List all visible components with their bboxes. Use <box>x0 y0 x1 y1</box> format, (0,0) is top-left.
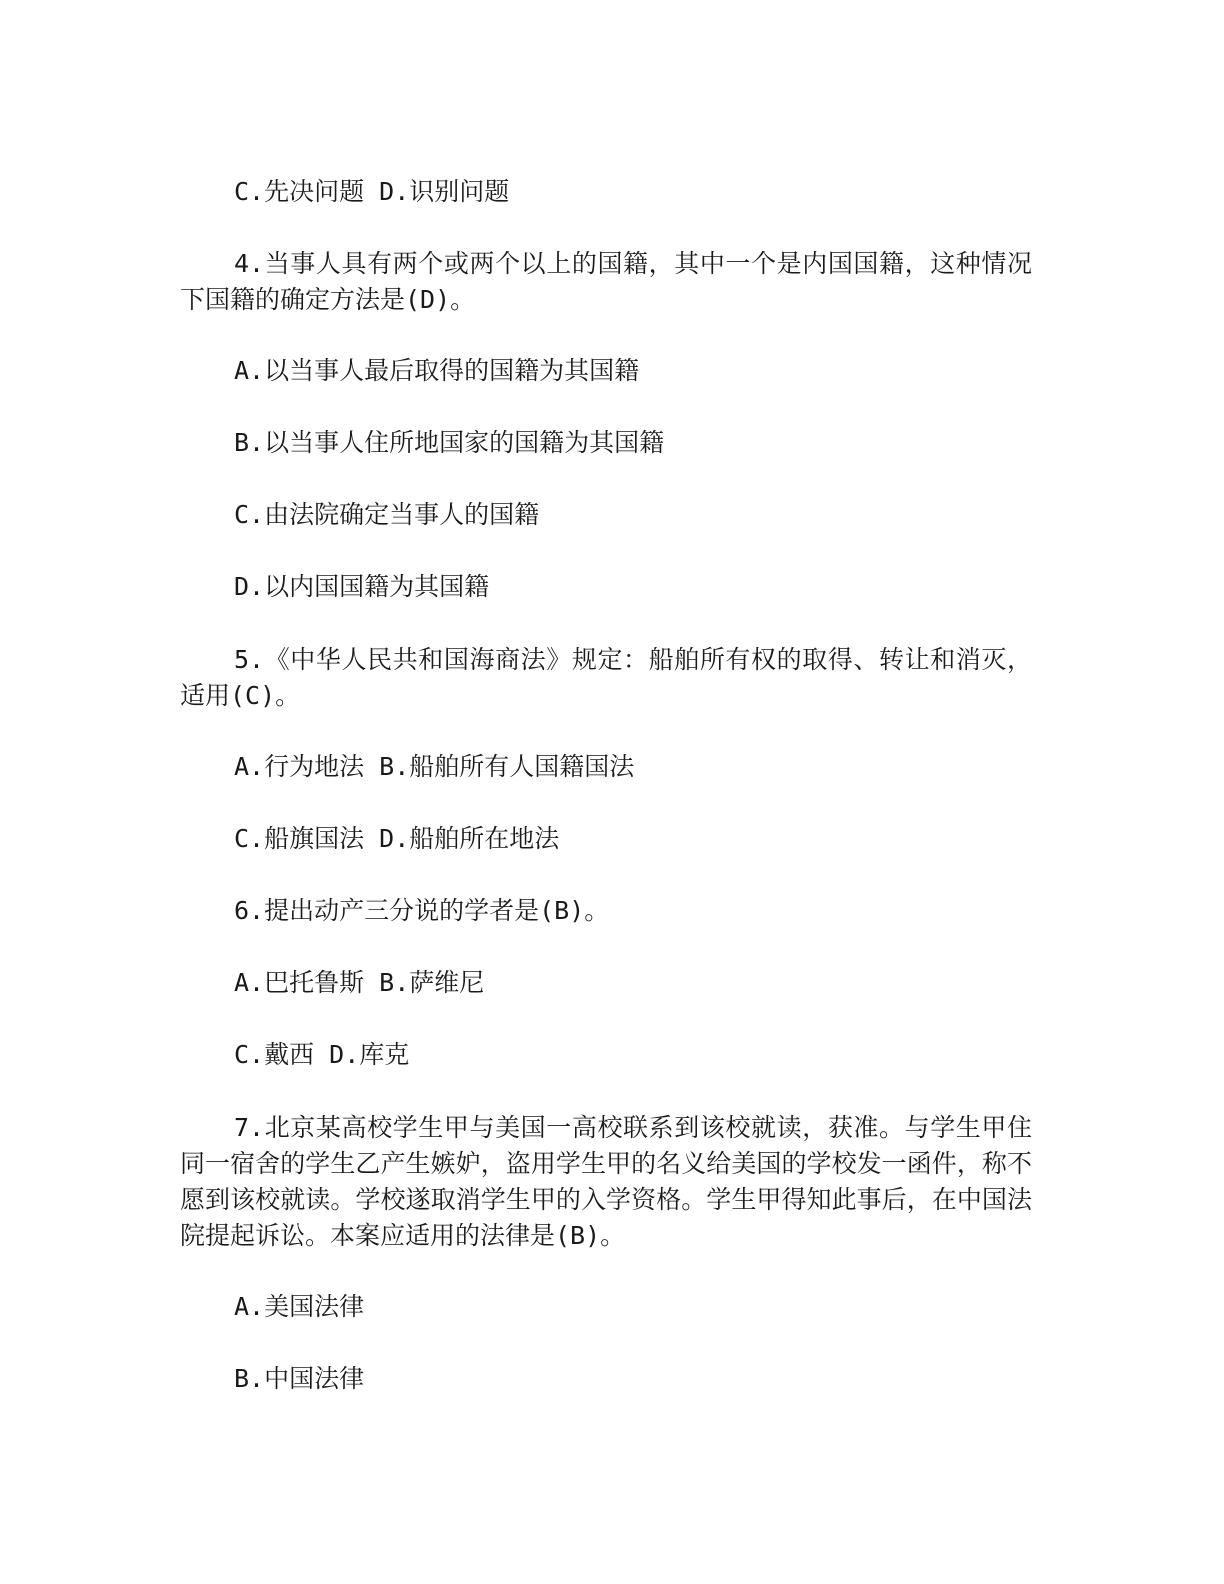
option-6cd: C.戴西 D.库克 <box>234 1040 410 1069</box>
option-4c: C.由法院确定当事人的国籍 <box>234 500 540 529</box>
option-4d: D.以内国国籍为其国籍 <box>234 572 490 601</box>
question-5: 5.《中华人民共和国海商法》规定：船舶所有权的取得、转让和消灭，适用(C)。 <box>180 645 1032 710</box>
question-7: 7.北京某高校学生甲与美国一高校联系到该校就读，获准。与学生甲住同一宿舍的学生乙产生嫉妒，盗用学生甲的名义给美国的学校发一函件，称不愿到该校就读。学校遂取消学生甲的入学资格。学生甲得知此事后，在中国法院提起诉讼。本案应适用的法律是(B)。 <box>180 1113 1032 1250</box>
question-6: 6.提出动产三分说的学者是(B)。 <box>234 896 610 925</box>
option-4a: A.以当事人最后取得的国籍为其国籍 <box>234 356 640 385</box>
option-4b: B.以当事人住所地国家的国籍为其国籍 <box>234 428 665 457</box>
option-7b: B.中国法律 <box>234 1364 365 1393</box>
option-6ab: A.巴托鲁斯 B.萨维尼 <box>234 968 485 997</box>
document-page <box>180 0 1032 1584</box>
option-5ab: A.行为地法 B.船舶所有人国籍国法 <box>234 752 635 781</box>
option-5cd: C.船旗国法 D.船舶所在地法 <box>234 824 560 853</box>
option-7a: A.美国法律 <box>234 1292 365 1321</box>
question-4: 4.当事人具有两个或两个以上的国籍，其中一个是内国国籍，这种情况下国籍的确定方法是(D)。 <box>180 249 1032 314</box>
option-line-3cd: C.先决问题 D.识别问题 <box>234 177 510 206</box>
